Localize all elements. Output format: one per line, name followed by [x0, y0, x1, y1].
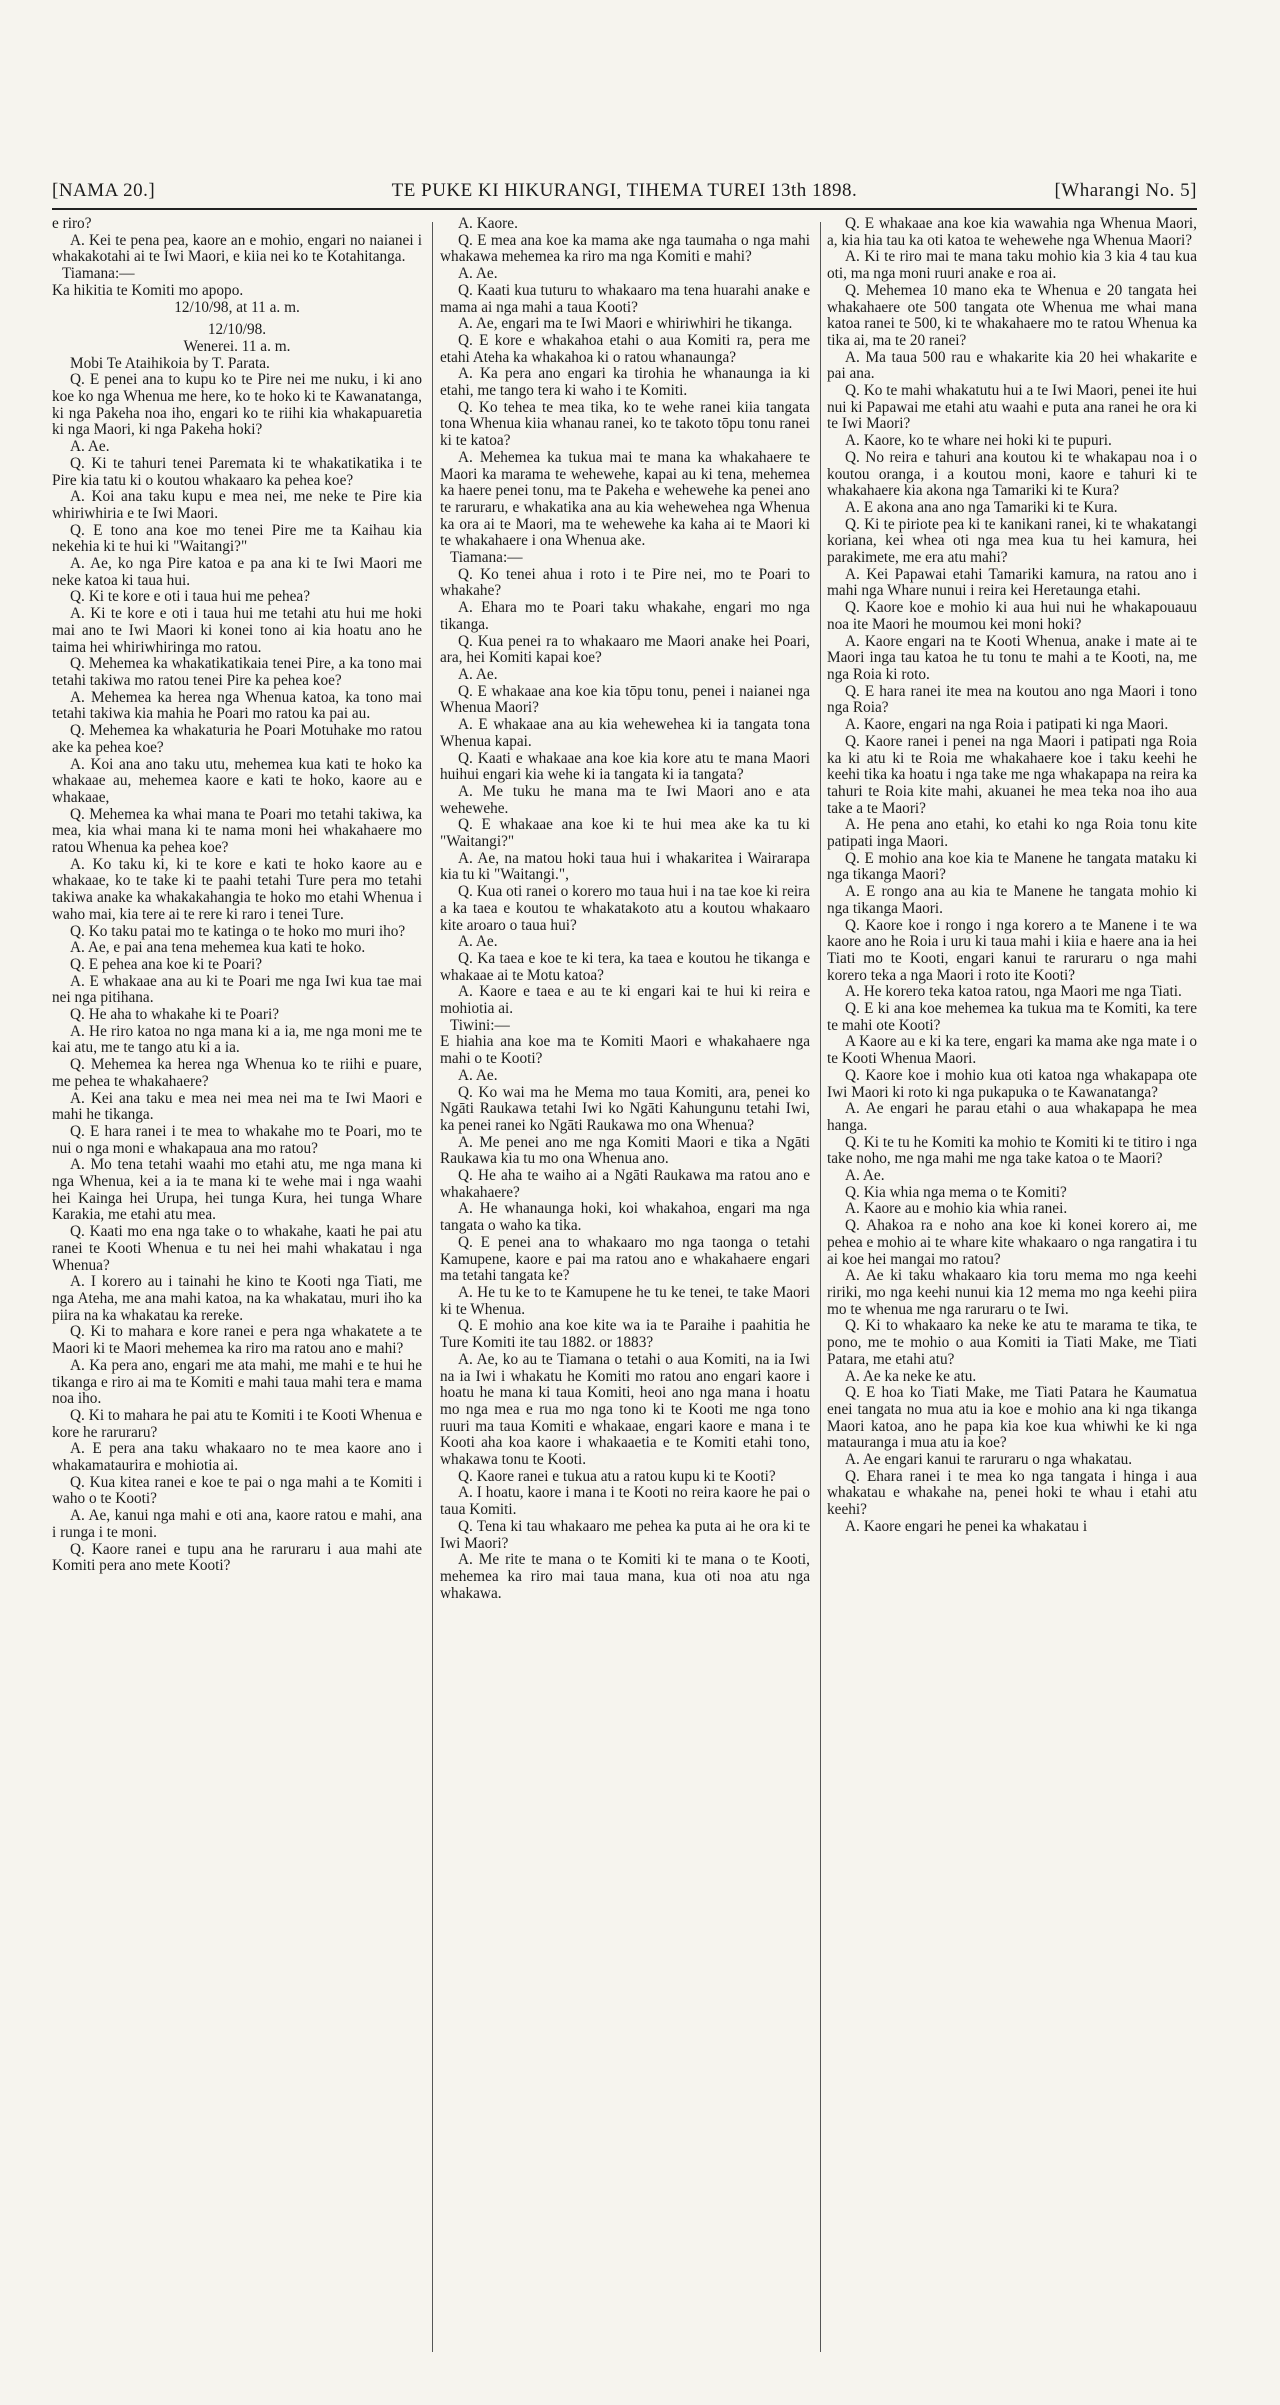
paragraph: E hiahia ana koe ma te Komiti Maori e whakahaere nga mahi o te Kooti? [440, 1033, 810, 1068]
paragraph: Wenerei. 11 a. m. [183, 337, 291, 355]
paragraph: Q. Kaati mo ena nga take o to whakahe, kaati he pai atu ranei te Kooti Whenua e tu nei hei mahi whakatau i nga Whenua? [52, 1223, 422, 1274]
paragraph: Q. E tono ana koe mo tenei Pire me ta Kaihau kia nekehia ki te hui ki "Waitangi?" [52, 521, 422, 556]
paragraph: A. Me rite te mana o te Komiti ki te mana o te Kooti, mehemea ka riro mai taua mana, kua oti noa atu nga whakawa. [440, 1551, 810, 1602]
paragraph: A. Ae ki taku whakaaro kia toru mema mo nga keehi ririki, mo nga keehi nunui kia 12 mema mo nga keehi piira mo te whenua me nga raruraru o te Iwi. [827, 1267, 1197, 1318]
masthead-title: TE PUKE KI HIKURANGI, TIHEMA TUREI 13th 1898. [391, 180, 858, 201]
issue-number: [NAMA 20.] [52, 180, 156, 201]
paragraph: A. Kaore. [458, 216, 518, 232]
paragraph: Q. Kua oti ranei o korero mo taua hui i na tae koe ki reira a ka taea e koutou te whakatakoto atu a koutou whakaaro kite aroaro o taua hui? [440, 883, 810, 934]
header-rule [52, 208, 1197, 210]
paragraph: A. Ae. [70, 438, 110, 456]
paragraph: Q. Kaore koe i rongo i nga korero a te Manene i te wa kaore ano he Roia i uru ki taua mahi i kiia e haere ana ia hei Tiati mo te Kooti, engari kanui te raruraru o nga mahi korero teka a nga Maori i roto ite Kooti? [827, 916, 1197, 984]
paragraph: A. Kaore engari na te Kooti Whenua, anake i mate ai te Maori inga tau katoa he tu tonu te mahi a te Kooti, na, me nga Roia ki roto. [827, 632, 1197, 683]
paragraph: Mobi Te Ataihikoia by T. Parata. [70, 354, 270, 372]
paragraph: 12/10/98, at 11 a. m. [174, 298, 300, 316]
page-number: [Wharangi No. 5] [1054, 180, 1197, 201]
paragraph: Q. Ko taku patai mo te katinga o te hoko mo muri iho? [70, 922, 406, 940]
paragraph: Q. E whakaae ana koe kia tōpu tonu, penei i naianei nga Whenua Maori? [440, 682, 810, 717]
paragraph: Q. Tena ki tau whakaaro me pehea ka puta ai he ora ki te Iwi Maori? [440, 1517, 810, 1552]
paragraph: A. E pera ana taku whakaaro no te mea kaore ano i whakamataurira e mohiotia ai. [52, 1440, 422, 1475]
paragraph: Q. E pehea ana koe ki te Poari? [70, 955, 262, 973]
paragraph: A. E rongo ana au kia te Manene he tangata mohio ki nga tikanga Maori. [827, 883, 1197, 917]
paragraph: A. Ae engari kanui te raruraru o nga whakatau. [845, 1451, 1133, 1469]
article-body [52, 216, 1197, 2356]
paragraph: Q. Mehemea ka whakatikatikaia tenei Pire, a ka tono mai tetahi takiwa mo ratou tenei Pire ka pehea koe? [52, 655, 422, 689]
paragraph: Q. Mehemea ka herea nga Whenua ko te riihi e puare, me pehea te whakahaere? [52, 1056, 422, 1090]
paragraph: A. Mehemea ka tukua mai te mana ka whakahaere te Maori ka marama te wehewehe, kapai au ki tena, mehemea ka haere penei tonu, ma te Pakeha e wehewehe ka penei ano te raruraru, e whakatika ana au kia wehewehea nga Whenua ka ora ai te Maori, ma te wehewehe ka kaha ai te Maori ki te whakahaere i ona Whenua ake. [440, 448, 810, 550]
paragraph: Q. Ki to mahara he pai atu te Komiti i te Kooti Whenua e kore he raruraru? [52, 1406, 422, 1441]
paragraph: Q. Ki to whakaaro ka neke ke atu te marama te tika, te pono, me te mohio o aua Komiti ia Tiati Make, me Tiati Patara, me etahi atu? [827, 1317, 1197, 1368]
paragraph: Q. Ko tenei ahua i roto i te Pire nei, mo te Poari to whakahe? [440, 565, 810, 600]
paragraph: Q. E kore e whakahoa etahi o aua Komiti ra, pera me etahi Ateha ka whakahoa ki o ratou whanaunga? [440, 331, 810, 366]
paragraph: Q. Kaore koe i mohio kua oti katoa nga whakapapa ote Iwi Maori ki roto ki nga pukapuka o te Kawanatanga? [827, 1066, 1197, 1101]
paragraph: A. Mo tena tetahi waahi mo etahi atu, me nga mana ki nga Whenua, kei a ia te mana ki te wehe mai i nga waahi hei Kainga hei Urupa, hei tunga Kura, hei tunga Whare Karakia, me etahi atu mea. [52, 1156, 422, 1224]
paragraph: Q. Ki to mahara e kore ranei e pera nga whakatete a te Maori ki te Maori mehemea ka riro ma ratou ano e mahi? [52, 1323, 422, 1358]
paragraph: A. Ae, na matou hoki taua hui i whakaritea i Wairarapa kia tu ki "Waitangi.", [440, 849, 810, 884]
paragraph: Q. He aha te waiho ai a Ngāti Raukawa ma ratou ano e whakahaere? [440, 1167, 810, 1201]
paragraph: A Kaore au e ki ka tere, engari ka mama ake nga mate i o te Kooti Whenua Maori. [827, 1033, 1197, 1068]
paragraph: A. Ki te riro mai te mana taku mohio kia 3 kia 4 tau kua oti, ma nga moni ruuri anake e roa ai. [827, 248, 1197, 283]
paragraph: Q. Mehemea 10 mano eka te Whenua e 20 tangata hei whakahaere ote 500 tangata ote Whenua me whai mana katoa ranei te 500, ki te whakahaere mo te ratou Whenua ka tika ai, ma te 20 ranei? [827, 281, 1197, 349]
paragraph: A. Me tuku he mana ma te Iwi Maori ano e ata wehewehe. [440, 782, 810, 817]
paragraph: Q. He aha to whakahe ki te Poari? [70, 1006, 279, 1024]
paragraph: Tiamana:— [450, 549, 523, 567]
paragraph: Q. E penei ana to kupu ko te Pire nei me nuku, i ki ano koe ko nga Whenua me here, ko te hoko ki te Kawanatanga, ki nga Pakeha noa iho, engari ko te riihi kia whakapuaretia ki nga Maori, ki nga Pakeha hoki? [52, 371, 422, 439]
paragraph: A. Ma taua 500 rau e whakarite kia 20 hei whakarite e pai ana. [827, 348, 1197, 383]
paragraph: Q. E hoa ko Tiati Make, me Tiati Patara he Kaumatua enei tangata no mua atu ia koe e mohio ana ki nga tikanga Maori katoa, ano he papa kia koe kua whiwhi ke ki nga mataurangа i mua atu ia koe? [827, 1384, 1197, 1452]
paragraph: A. Ko taku ki, ki te kore e kati te hoko kaore au e whakaae, ko te take ki te paahi tetahi Ture pera mo tetahi takiwa anake ka whakakahangia te hoko mo etahi Whenua i waho mai, kia tere ai te rere ki raro i tenei Ture. [52, 855, 422, 923]
paragraph: A. Ae, ko nga Pire katoa e pa ana ki te Iwi Maori me neke katoa ki taua hui. [52, 555, 422, 589]
paragraph: Q. Ko te mahi whakatutu hui a te Iwi Maori, penei ite hui nui ki Papawai me etahi atu waahi e puta ana ranei he ora ki te Iwi Maori? [827, 382, 1197, 433]
paragraph: Q. E mohio ana koe kia te Manene he tangata mataku ki nga tikanga Maori? [827, 849, 1197, 884]
paragraph: A. Ae, ko au te Tiamana o tetahi o aua Komiti, na ia Iwi na ia Iwi i whakatu he Komiti mo ratou ano engari kaore i hoatu he mana ki taua Komiti, heoi ano nga mana i hoatu mo nga mea e rua mo nga tono ki te Kooti me nga tono ruuri ma taua Komiti e whakaae, engari kaore e mana i te Kooti aha koa kaore i whakaaetia e te Komiti etahi tono, whakawa tonu te Kooti. [440, 1350, 810, 1469]
paragraph: A. E whakaae ana au kia wehewehea ki ia tangata tona Whenua kapai. [440, 716, 810, 750]
paragraph: Q. Kia whia nga mema o te Komiti? [845, 1183, 1067, 1201]
paragraph: A. Kaore, ko te whare nei hoki ki te pupuri. [845, 432, 1112, 450]
paragraph: A. Ae ka neke ke atu. [845, 1367, 977, 1385]
paragraph: A. Ae. [458, 665, 498, 683]
paragraph: Q. E hara ranei i te mea to whakahe mo te Poari, mo te nui o nga moni e whakapaua ana mo ratou? [52, 1122, 422, 1157]
paragraph: A. Kei Papawai etahi Tamariki kamura, na ratou ano i mahi nga Whare nunui i reira kei Heretaunga etahi. [827, 565, 1197, 600]
paragraph: A. E akona ana ano nga Tamariki ki te Kura. [845, 498, 1118, 516]
paragraph: A. Ka pera ano, engari me ata mahi, me mahi e te hui he tikanga e riro ai ma te Komiti e mahi taua mahi tera e mama noa iho. [52, 1356, 422, 1408]
paragraph: Q. Kaati kua tuturu to whakaaro ma tena huarahi anake e mama ai nga mahi a taua Kooti? [440, 281, 810, 316]
paragraph: A. Ae engari he parau etahi o aua whakapapa he mea hanga. [827, 1100, 1197, 1134]
paragraph: Q. E ki ana koe mehemea ka tukua ma te Komiti, ka tere te mahi ote Kooti? [827, 1000, 1197, 1034]
paragraph: Q. Ko wai ma he Mema mo taua Komiti, ara, penei ko Ngāti Raukawa tetahi Iwi ko Ngāti Kahungunu tetahi Iwi, ka penei ranei ko Ngāti Raukawa mo ona Whenua? [440, 1083, 810, 1134]
paragraph: 12/10/98. [207, 321, 267, 339]
paragraph: A. Ae. [458, 265, 498, 283]
paragraph: A. I hoatu, kaore i mana i te Kooti no reira kaore he pai o taua Komiti. [440, 1484, 810, 1519]
paragraph: A. E whakaae ana au ki te Poari me nga Iwi kua tae mai nei nga pitihana. [52, 972, 422, 1007]
paragraph: A. Mehemea ka herea nga Whenua katoa, ka tono mai tetahi takiwa kia mahia he Poari mo ratou ka pai au. [52, 688, 422, 723]
paragraph: Q. Ehara ranei i te mea ko nga tangata i hinga i aua whakatau e whakahe na, penei hoki te whau i etahi atu keehi? [827, 1467, 1197, 1519]
paragraph: A. Kaore engari he penei ka whakatau i [845, 1517, 1088, 1535]
paragraph: Q. Kua kitea ranei e koe te pai o nga mahi a te Komiti i waho o te Kooti? [52, 1473, 422, 1508]
paragraph: Q. E whakaae ana koe ki te hui mea ake ka tu ki "Waitangi?" [440, 816, 810, 851]
paragraph: A. Ae, engari ma te Iwi Maori e whiriwhiri he tikanga. [458, 315, 793, 333]
paragraph: Q. Ka taea e koe te ki tera, ka taea e koutou he tikanga e whakaae ai te Motu katoa? [440, 949, 810, 984]
column-3 [827, 216, 1197, 2356]
paragraph: Q. Kaati e whakaae ana koe kia kore atu te mana Maori huihui engari kia wehe ki ia tangata ki ia tangata? [440, 749, 810, 784]
paragraph: A. Koi ana taku kupu e mea nei, me neke te Pire kia whiriwhiria e te Iwi Maori. [52, 488, 422, 522]
paragraph: Ka hikitia te Komiti mo apopo. [52, 281, 244, 299]
paragraph: A. Ae. [458, 1066, 498, 1084]
paragraph: Tiwini:— [450, 1016, 510, 1034]
paragraph: Q. Ki te kore e oti i taua hui me pehea? [70, 588, 310, 606]
paragraph: A. Kei ana taku e mea nei mea nei ma te Iwi Maori e mahi he tikanga. [52, 1089, 422, 1124]
paragraph: A. Ae. [845, 1167, 885, 1185]
paragraph: A. Koi ana ano taku utu, mehemea kua kati te hoko ka whakaae au, mehemea kaore e kati te hoko, kaore au e whakaae, [52, 755, 422, 806]
paragraph: Q. Kaore ranei i penei na nga Maori i patipati nga Roia ka ki atu ki te Roia me whakahaere koe i taku keehi he keehi tika ka hoatu i nga take me nga whakapapa na reira ka tahuri te Roia kite mahi, akuanei he mea teka noa iho aua take a te Maori? [827, 732, 1197, 817]
paragraph: A. Ae, kanui nga mahi e oti ana, kaore ratou e mahi, ana i runga i te moni. [52, 1507, 422, 1541]
paragraph: A. Ka pera ano engari ka tirohia he whanaunga ia ki etahi, me tango tera ki waho i te Komiti. [440, 365, 810, 400]
paragraph: A. Ae. [458, 933, 498, 951]
paragraph: Q. E mohio ana koe kite wa ia te Paraihe i paahitia he Ture Komiti ite tau 1882. or 1883? [440, 1317, 810, 1352]
paragraph: A. He korero teka katoa ratou, nga Maori me nga Tiati. [845, 983, 1182, 1001]
paragraph: Q. Kua penei ra to whakaaro me Maori anake hei Poari, ara, hei Komiti kapai koe? [440, 632, 810, 667]
column-2 [440, 216, 810, 2356]
paragraph: A. Kaore e taea e au te ki engari kai te hui ki reira e mohiotia ai. [440, 983, 810, 1018]
paragraph: Q. Kaore koe e mohio ki aua hui nui he whakapouauu noa ite Maori he moumou kei moni hoki? [827, 599, 1197, 633]
column-1 [52, 216, 422, 2356]
paragraph: Q. Ki te piriote pea ki te kanikani ranei, ki te whakatangi koriana, kei whea oti nga mea kua tu hei kamura, hei parakimete, me era atu mahi? [827, 515, 1197, 567]
paragraph: Q. E hara ranei ite mea na koutou ano nga Maori i tono nga Roia? [827, 682, 1197, 717]
paragraph: Q. E mea ana koe ka mama ake nga taumaha o nga mahi whakawa mehemea ka riro ma nga Komiti e mahi? [440, 231, 810, 266]
paragraph: Q. Ko tehea te mea tika, ko te wehe ranei kiia tangata tona Whenua kiia whanau ranei, ko te takoto tōpu tonu ranei ki te katoa? [440, 398, 810, 450]
paragraph: Q. Ahakoa ra e noho ana koe ki konei korero ai, me pehea e mohio ai te whare kite whakaaro o nga rangatira i tu ai koe hei mangai mo ratou? [827, 1217, 1197, 1268]
paragraph: A. Kaore au e mohio kia whia ranei. [845, 1200, 1068, 1218]
paragraph: Q. Ki te tu he Komiti ka mohio te Komiti ki te titiro i nga take noho, me nga mahi me nga take katoa o te Maori? [827, 1133, 1197, 1168]
paragraph: Q. Ki te tahuri tenei Paremata ki te whakatikatika i te Pire kia tatu ki o koutou whakaaro ka pehea koe? [52, 454, 422, 489]
paragraph: Q. No reira e tahuri ana koutou ki te whakapau noa i o koutou oranga, i a koutou moni, kaore e tahuri ki te whakahaere kia akona nga Tamariki ki te Kura? [827, 448, 1197, 500]
paragraph: Q. E whakaae ana koe kia wawahia nga Whenua Maori, a, kia hia tau ka oti katoa te wehewehe nga Whenua Maori? [827, 216, 1197, 249]
paragraph: A. He whanaunga hoki, koi whakahoa, engari ma nga tangata o waho ka tika. [440, 1200, 810, 1235]
paragraph: Q. Mehemea ka whakaturia he Poari Motuhake mo ratou ake ka pehea koe? [52, 722, 422, 756]
paragraph: Q. Kaore ranei e tukua atu a ratou kupu ki te Kooti? [458, 1467, 776, 1485]
page-header [52, 180, 1197, 206]
paragraph: Q. Kaore ranei e tupu ana he raruraru i aua mahi ate Komiti pera ano mete Kooti? [52, 1540, 422, 1575]
paragraph: Tiamana:— [62, 265, 135, 283]
paragraph: A. Kaore, engari na nga Roia i patipati ki nga Maori. [845, 716, 1169, 734]
paragraph: A. Ae, e pai ana tena mehemea kua kati te hoko. [70, 939, 366, 957]
paragraph: A. He riro katoa no nga mana ki a ia, me nga moni me te kai atu, me te tango atu ki a ia. [52, 1022, 422, 1057]
paragraph: A. He tu ke to te Kamupene he tu ke tenei, te take Maori ki te Whenua. [440, 1284, 810, 1318]
paragraph: Q. Mehemea ka whai mana te Poari mo tetahi takiwa, ka mea, kia whai mana ki te nama moni hei whakahaere mo ratou Whenua ka pehea koe? [52, 805, 422, 857]
paragraph: A. Me penei ano me nga Komiti Maori e tika a Ngāti Raukawa kia tu mo ona Whenua ano. [440, 1133, 810, 1168]
paragraph: A. He pena ano etahi, ko etahi ko nga Roia tonu kite patipati inga Maori. [827, 816, 1197, 851]
paragraph: Q. E penei ana to whakaaro mo nga taonga o tetahi Kamupene, kaore e pai ma ratou ano e whakahaere engari ma tetahi tangata ke? [440, 1233, 810, 1285]
paragraph: A. Ki te kore e oti i taua hui me tetahi atu hui me hoki mai ano te Iwi Maori ki konei tono ai kia hoatu ano he taima hei whiriwhiringa mo ratou. [52, 605, 422, 656]
paragraph: A. Ehara mo te Poari taku whakahe, engari mo nga tikanga. [440, 599, 810, 633]
paragraph: A. Kei te pena pea, kaore an e mohio, engari no naianei i whakakotahi ai te Iwi Maori, e kiia nei ko te Kotahitanga. [52, 231, 422, 266]
paragraph: e riro? [52, 216, 92, 232]
paragraph: A. I korero au i tainahi he kino te Kooti nga Tiati, me nga Ateha, me ana mahi katoa, na ka whakatau, muri iho ka piira na ka whakatau ka rereke. [52, 1273, 422, 1324]
